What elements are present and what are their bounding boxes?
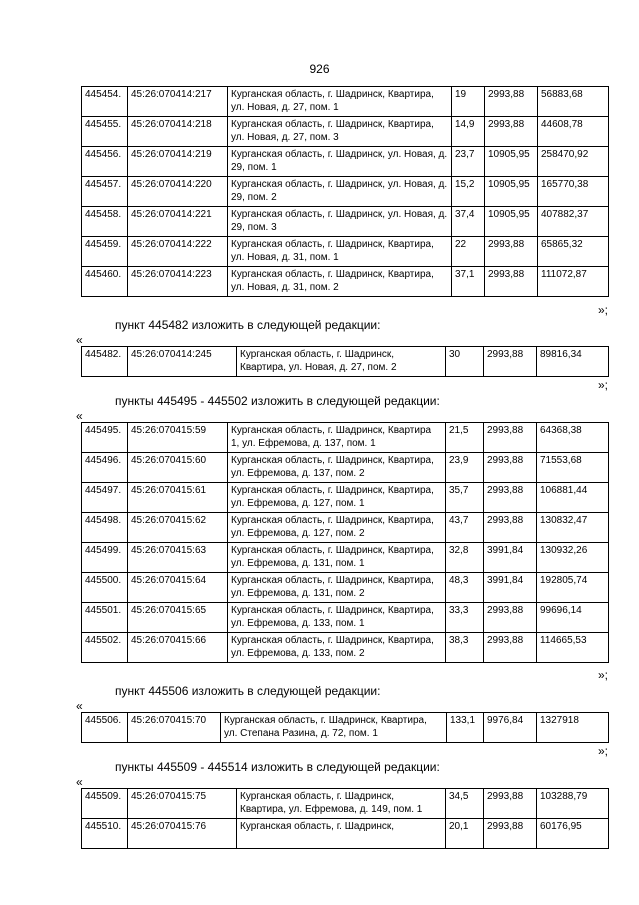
area: 37,1 <box>452 267 485 297</box>
cadastral-value: 44608,78 <box>538 117 609 147</box>
cadastral-table <box>81 86 609 297</box>
end-quote: »; <box>597 378 608 392</box>
cadastral-number: 45:26:070414:220 <box>128 177 228 207</box>
table-row <box>82 147 609 177</box>
address: Курганская область, г. Шадринск, ул. Новая, д. 29, пом. 2 <box>228 177 452 207</box>
section-heading: пункт 445506 изложить в следующей редакции: <box>115 684 381 698</box>
table-row <box>82 513 609 543</box>
cadastral-number: 45:26:070414:245 <box>128 347 237 377</box>
row-number: 445457. <box>82 177 128 207</box>
end-quote: »; <box>597 668 608 682</box>
area: 20,1 <box>446 819 484 849</box>
end-quote: »; <box>597 303 608 317</box>
cadastral-number: 45:26:070415:66 <box>128 633 228 663</box>
unit-value: 2993,88 <box>484 633 537 663</box>
cadastral-number: 45:26:070415:61 <box>128 483 228 513</box>
cadastral-number: 45:26:070414:221 <box>128 207 228 237</box>
cadastral-number: 45:26:070415:62 <box>128 513 228 543</box>
address: Курганская область, г. Шадринск, Квартира, ул. Ефремова, д. 131, пом. 1 <box>228 543 446 573</box>
cadastral-number: 45:26:070415:64 <box>128 573 228 603</box>
cadastral-value: 65865,32 <box>538 237 609 267</box>
cadastral-value: 60176,95 <box>537 819 609 849</box>
area: 37,4 <box>452 207 485 237</box>
address: Курганская область, г. Шадринск, Квартира, ул. Ефремова, д. 133, пом. 2 <box>228 633 446 663</box>
row-number: 445510. <box>82 819 128 849</box>
row-number: 445502. <box>82 633 128 663</box>
unit-value: 2993,88 <box>484 483 537 513</box>
address: Курганская область, г. Шадринск, Квартира, ул. Степана Разина, д. 72, пом. 1 <box>221 713 447 743</box>
row-number: 445460. <box>82 267 128 297</box>
cadastral-number: 45:26:070415:75 <box>128 789 237 819</box>
open-quote: « <box>76 409 83 423</box>
area: 14,9 <box>452 117 485 147</box>
unit-value: 2993,88 <box>485 117 538 147</box>
section-heading: пункты 445495 - 445502 изложить в следующей редакции: <box>115 394 440 408</box>
cadastral-number: 45:26:070415:60 <box>128 453 228 483</box>
table-row <box>82 789 609 819</box>
address: Курганская область, г. Шадринск, Квартира 1, ул. Ефремова, д. 137, пом. 1 <box>228 423 446 453</box>
cadastral-value: 71553,68 <box>537 453 609 483</box>
cadastral-number: 45:26:070415:76 <box>128 819 237 849</box>
table-row <box>82 603 609 633</box>
unit-value: 10905,95 <box>485 177 538 207</box>
address: Курганская область, г. Шадринск, Квартира, ул. Новая, д. 27, пом. 3 <box>228 117 452 147</box>
table-row <box>82 713 609 743</box>
open-quote: « <box>76 333 83 347</box>
table-row <box>82 117 609 147</box>
cadastral-value: 99696,14 <box>537 603 609 633</box>
address: Курганская область, г. Шадринск, ул. Новая, д. 29, пом. 1 <box>228 147 452 177</box>
area: 23,7 <box>452 147 485 177</box>
table-row <box>82 633 609 663</box>
cadastral-value: 56883,68 <box>538 87 609 117</box>
address: Курганская область, г. Шадринск, Квартира, ул. Новая, д. 31, пом. 2 <box>228 267 452 297</box>
area: 15,2 <box>452 177 485 207</box>
cadastral-value: 89816,34 <box>537 347 609 377</box>
row-number: 445458. <box>82 207 128 237</box>
cadastral-value: 111072,87 <box>538 267 609 297</box>
unit-value: 9976,84 <box>484 713 537 743</box>
row-number: 445498. <box>82 513 128 543</box>
unit-value: 2993,88 <box>484 453 537 483</box>
table-row <box>82 819 609 849</box>
cadastral-number: 45:26:070415:70 <box>128 713 221 743</box>
cadastral-value: 165770,38 <box>538 177 609 207</box>
row-number: 445455. <box>82 117 128 147</box>
cadastral-table <box>81 422 609 663</box>
unit-value: 2993,88 <box>485 267 538 297</box>
row-number: 445454. <box>82 87 128 117</box>
address: Курганская область, г. Шадринск, Квартира, ул. Новая, д. 27, пом. 1 <box>228 87 452 117</box>
cadastral-value: 114665,53 <box>537 633 609 663</box>
table-row <box>82 87 609 117</box>
row-number: 445497. <box>82 483 128 513</box>
table-row <box>82 347 609 377</box>
table-row <box>82 207 609 237</box>
table-row <box>82 267 609 297</box>
table-row <box>82 177 609 207</box>
cadastral-number: 45:26:070414:218 <box>128 117 228 147</box>
area: 35,7 <box>446 483 484 513</box>
unit-value: 2993,88 <box>485 237 538 267</box>
unit-value: 2993,88 <box>485 87 538 117</box>
address: Курганская область, г. Шадринск, Квартира, ул. Ефремова, д. 127, пом. 2 <box>228 513 446 543</box>
cadastral-number: 45:26:070414:222 <box>128 237 228 267</box>
cadastral-value: 1327918 <box>537 713 609 743</box>
cadastral-value: 192805,74 <box>537 573 609 603</box>
row-number: 445496. <box>82 453 128 483</box>
table-row <box>82 453 609 483</box>
cadastral-value: 64368,38 <box>537 423 609 453</box>
cadastral-value: 407882,37 <box>538 207 609 237</box>
address: Курганская область, г. Шадринск, Квартира, ул. Ефремова, д. 137, пом. 2 <box>228 453 446 483</box>
cadastral-number: 45:26:070415:63 <box>128 543 228 573</box>
address: Курганская область, г. Шадринск, Квартира, ул. Ефремова, д. 149, пом. 1 <box>237 789 446 819</box>
unit-value: 2993,88 <box>484 423 537 453</box>
cadastral-number: 45:26:070414:219 <box>128 147 228 177</box>
row-number: 445495. <box>82 423 128 453</box>
row-number: 445482. <box>82 347 128 377</box>
address: Курганская область, г. Шадринск, Квартира, ул. Новая, д. 31, пом. 1 <box>228 237 452 267</box>
area: 38,3 <box>446 633 484 663</box>
table-row <box>82 483 609 513</box>
table-row <box>82 573 609 603</box>
area: 22 <box>452 237 485 267</box>
unit-value: 10905,95 <box>485 207 538 237</box>
unit-value: 2993,88 <box>484 789 537 819</box>
cadastral-number: 45:26:070415:65 <box>128 603 228 633</box>
cadastral-table <box>81 712 609 743</box>
page-number: 926 <box>309 62 330 76</box>
cadastral-number: 45:26:070414:217 <box>128 87 228 117</box>
row-number: 445509. <box>82 789 128 819</box>
section-heading: пункты 445509 - 445514 изложить в следующей редакции: <box>115 760 440 774</box>
area: 133,1 <box>447 713 484 743</box>
address: Курганская область, г. Шадринск, <box>237 819 446 849</box>
area: 48,3 <box>446 573 484 603</box>
table-row <box>82 543 609 573</box>
open-quote: « <box>76 775 83 789</box>
row-number: 445501. <box>82 603 128 633</box>
open-quote: « <box>76 699 83 713</box>
cadastral-number: 45:26:070415:59 <box>128 423 228 453</box>
row-number: 445459. <box>82 237 128 267</box>
unit-value: 2993,88 <box>484 603 537 633</box>
section-heading: пункт 445482 изложить в следующей редакции: <box>115 318 381 332</box>
area: 32,8 <box>446 543 484 573</box>
cadastral-table <box>81 788 609 849</box>
cadastral-value: 130932,26 <box>537 543 609 573</box>
area: 43,7 <box>446 513 484 543</box>
unit-value: 2993,88 <box>484 819 537 849</box>
row-number: 445456. <box>82 147 128 177</box>
unit-value: 10905,95 <box>485 147 538 177</box>
cadastral-table <box>81 346 609 377</box>
area: 23,9 <box>446 453 484 483</box>
row-number: 445500. <box>82 573 128 603</box>
address: Курганская область, г. Шадринск, Квартира, ул. Ефремова, д. 133, пом. 1 <box>228 603 446 633</box>
area: 33,3 <box>446 603 484 633</box>
unit-value: 3991,84 <box>484 543 537 573</box>
row-number: 445506. <box>82 713 128 743</box>
address: Курганская область, г. Шадринск, Квартира, ул. Ефремова, д. 131, пом. 2 <box>228 573 446 603</box>
row-number: 445499. <box>82 543 128 573</box>
unit-value: 2993,88 <box>484 347 537 377</box>
address: Курганская область, г. Шадринск, Квартира, ул. Ефремова, д. 127, пом. 1 <box>228 483 446 513</box>
cadastral-value: 106881,44 <box>537 483 609 513</box>
cadastral-value: 258470,92 <box>538 147 609 177</box>
cadastral-value: 130832,47 <box>537 513 609 543</box>
area: 34,5 <box>446 789 484 819</box>
cadastral-number: 45:26:070414:223 <box>128 267 228 297</box>
area: 30 <box>446 347 484 377</box>
end-quote: »; <box>597 744 608 758</box>
area: 21,5 <box>446 423 484 453</box>
table-row <box>82 237 609 267</box>
address: Курганская область, г. Шадринск, ул. Новая, д. 29, пом. 3 <box>228 207 452 237</box>
table-row <box>82 423 609 453</box>
cadastral-value: 103288,79 <box>537 789 609 819</box>
address: Курганская область, г. Шадринск, Квартира, ул. Новая, д. 27, пом. 2 <box>237 347 446 377</box>
unit-value: 2993,88 <box>484 513 537 543</box>
unit-value: 3991,84 <box>484 573 537 603</box>
area: 19 <box>452 87 485 117</box>
